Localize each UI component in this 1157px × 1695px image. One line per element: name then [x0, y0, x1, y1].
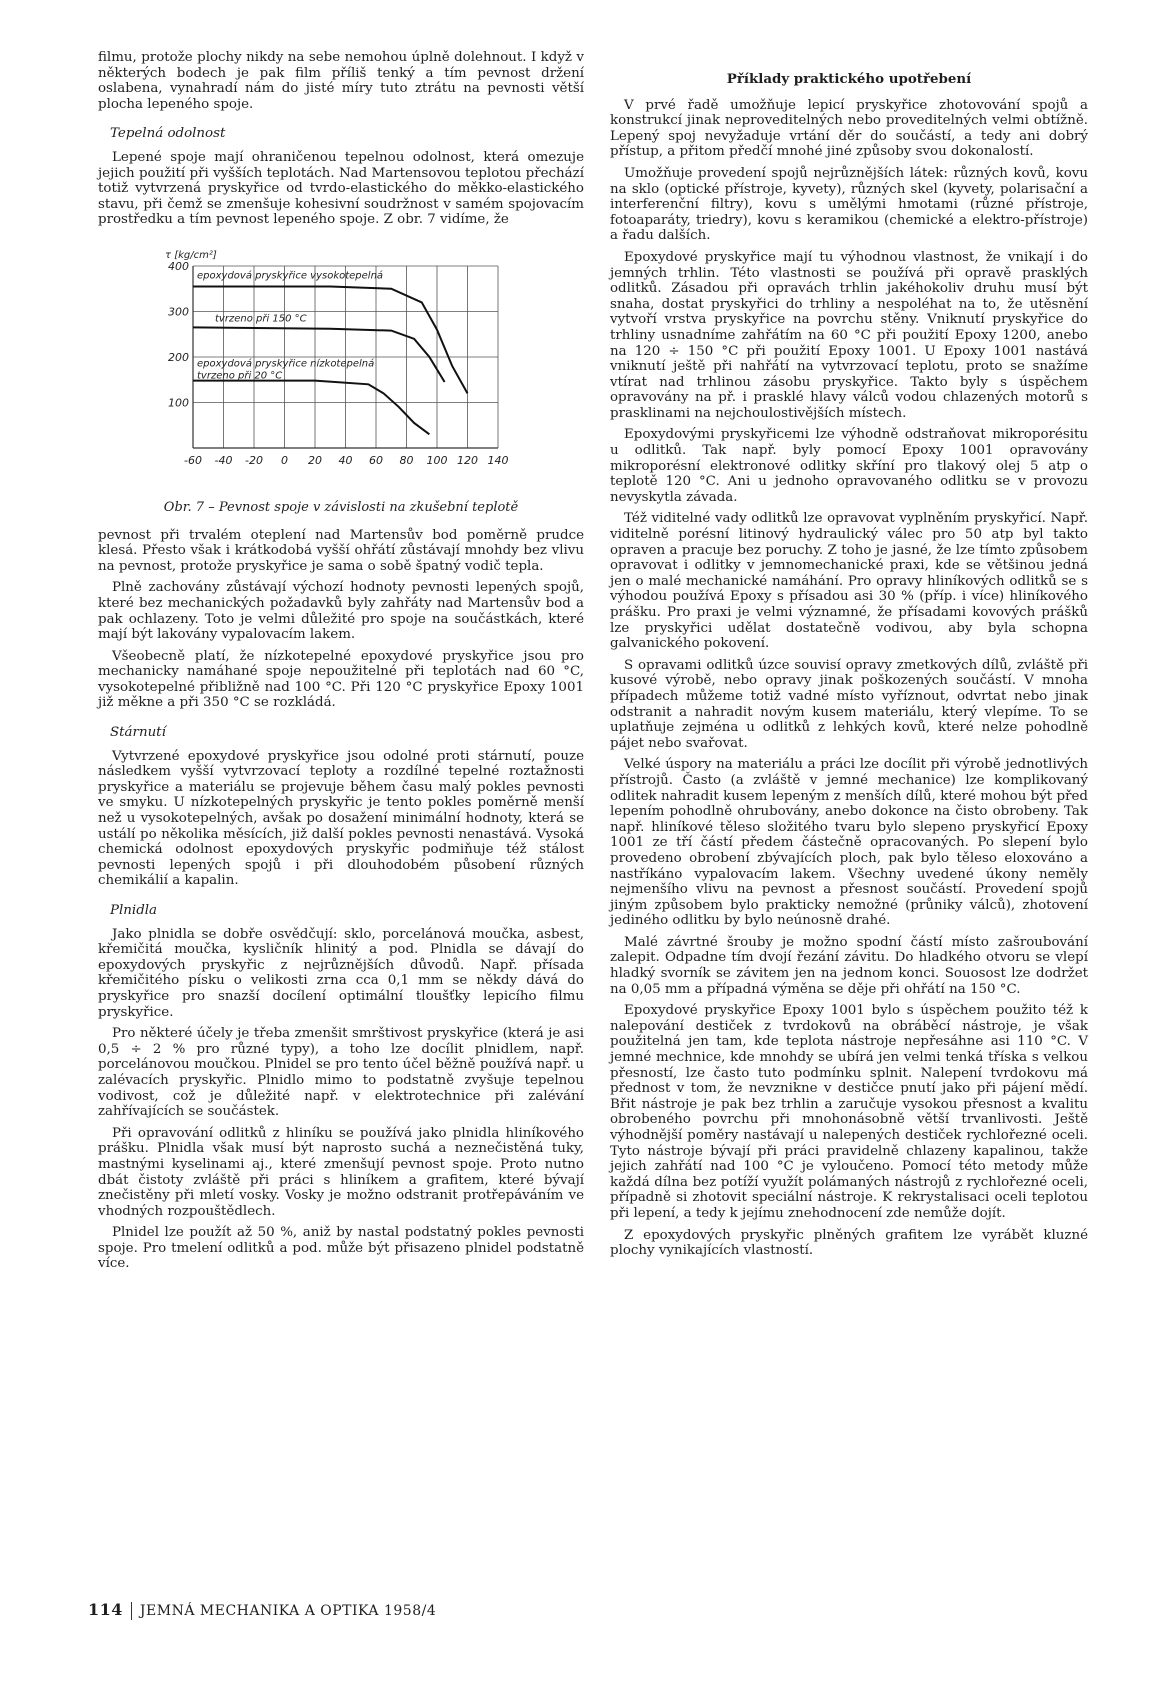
paragraph: Též viditelné vady odlitků lze opravovat vyplněním pryskyřicí. Např. viditelně porésní litinový hydraulický válec pro 50 atp byl takto opraven a pracuje bez poruchy. Z toho je jasné, že lze tímto způsobem opravovat i odlitky v jemnomechanické praxi, kde se většinou jedná jen o malé mechanické namáhání. Pro opravy hliníkových odlitků se s výhodou používá Epoxy s přísadou asi 30 % (příp. i více) hliníkového prášku. Pro praxi je velmi významné, že přísadami kovových prášků lze pryskyřici udělat dostatečně vodivou, aby byla schopna galvanického pokovení.: [610, 511, 1088, 652]
x-tick-label: 120: [457, 453, 478, 467]
paragraph: Umožňuje provedení spojů nejrůznějších látek: různých kovů, kovu na sklo (optické přístroje, kyvety), různých skel (kyvety, polarisační a interferenční filtry), kovu s umělými hmotami (různé přístroje, fotoaparáty, triedry), kovu s keramikou (chemické a elektro-přístroje) a řadu dalších.: [610, 165, 1088, 244]
x-tick-label: 140: [487, 453, 509, 467]
footer-divider: [131, 1602, 132, 1620]
paragraph: Pro některé účely je třeba zmenšit smrštivost pryskyřice (která je asi 0,5 ÷ 2 % pro různé typy), a toho lze docílit plnidlem, např. porcelánovou moučkou. Plnidel se pro tento účel běžně používá např. u zalévacích pryskyřic. Plnidlo mimo to podstatně zvyšuje tepelnou vodivost, což je důležité např. v elektrotechnice při zalévání zahřívajících se součástek.: [98, 1026, 584, 1120]
x-tick-label: 80: [399, 453, 414, 467]
strength-temperature-chart: [98, 236, 584, 494]
y-tick-label: 300: [168, 305, 189, 319]
x-tick-label: 0: [281, 453, 288, 467]
y-axis-label: τ [kg/cm²]: [165, 249, 217, 261]
right-column: [610, 50, 1088, 1265]
paragraph: Epoxydové pryskyřice mají tu výhodnou vlastnost, že vnikají i do jemných trhlin. Této vlastnosti se používá při opravě prasklých odlitků. Zásadou při opravách trhlin jakéhokoliv druhu musí být snaha, dostat pryskyřici do trhliny a nespoléhat na to, že utěsnění vytvoří vrstva pryskyřice na povrchu stěny. Vniknutí pryskyřice do trhliny usnadníme zahřátím na 60 °C při použití Epoxy 1200, anebo na 120 ÷ 150 °C při použití Epoxy 1001. U Epoxy 1001 nastává vniknutí ještě při nahřátí na vytvrzovací teplotu, proto se snažíme vtírat nad trhlinou zásobu pryskyřice. Takto byly s úspěchem opravovány na př. i prasklé hlavy válců vodou chlazených motorů s prasklinami na nejchoulostivějších místech.: [610, 249, 1088, 421]
paragraph: pevnost při trvalém oteplení nad Martensův bod poměrně prudce klesá. Přesto však i krátkodobá vyšší ohřátí zůstávají mnohdy bez vlivu na pevnost, protože pryskyřice je sama o sobě špatný vodič tepla.: [98, 527, 584, 574]
journal-title: JEMNÁ MECHANIKA A OPTIKA 1958/4: [139, 1603, 437, 1619]
paragraph: Epoxydovými pryskyřicemi lze výhodně odstraňovat mikroporésitu u odlitků. Tak např. byly pomocí Epoxy 1001 opravovány mikroporésní elektronové odlitky skříní pro tlakový olej 5 atp o teplotě 120 °C. Ani u jednoho opravovaného odlitku se v provozu nevyskytla závada.: [610, 427, 1088, 505]
section-heading-starnuti: Stárnutí: [110, 725, 166, 741]
x-tick-label: -40: [214, 453, 233, 467]
series-label: epoxydová pryskyřice vysokotepelná: [197, 270, 384, 282]
y-tick-label: 100: [168, 396, 189, 410]
paragraph: Epoxydové pryskyřice Epoxy 1001 bylo s úspěchem použito též k nalepování destiček z tvrdokovů na obráběcí nástroje, je však použitelná jen tam, kde teplota nástroje nepřesáhne asi 110 °C. V jemné mechnice, kde mnohdy se ubírá jen velmi tenká tříska s velkou přesností, lze často tuto podmínku splnit. Nalepení tvrdokovu má přednost v tom, že nevznikne v destičce pnutí jako při pájení mědí. Břit nástroje je pak bez trhlin a zaručuje vysokou přesnost a kvalitu obrobeného povrchu při mnohonásobně větší trvanlivosti. Ještě výhodnější poměry nastávají u nalepených destiček rychlořezné oceli. Tyto nástroje bývají při práci pravidelně chlazeny kapalinou, takže jejich zahřátí nad 100 °C je vyloučeno. Pomocí této metody může každá dílna bez potíží využít polámaných nástrojů z rychlořezné oceli, případně si zhotovit speciální nástroje. K rekrystalisaci oceli teplotou při lepení, a tedy k jejímu znehodnocení zde nemůže dojít.: [610, 1003, 1088, 1221]
paragraph: Vytvrzené epoxydové pryskyřice jsou odolné proti stárnutí, pouze následkem vyšší vytvrzovací teploty a rozdílné tepelné roztažnosti pryskyřice a materiálu se projevuje během času malý pokles pevnosti ve smyku. U nízkotepelných pryskyřic je tento pokles poměrně menší než u vysokotepelných, avšak po dosažení minimální hodnoty, která se ustálí po několika měsících, již další pokles pevnosti nenastává. Vysoká chemická odolnost epoxydových pryskyřic podmiňuje též stálost pevnosti lepených spojů i při dlouhodobém působení různých chemikálií a kapalin.: [98, 748, 584, 889]
figure-7: [98, 236, 584, 494]
paragraph: Plnidel lze použít až 50 %, aniž by nastal podstatný pokles pevnosti spoje. Pro tmelení odlitků a pod. může být přisazeno plnidel podstatně více.: [98, 1225, 584, 1272]
section-heading-priklady: Příklady praktického upotřebení: [726, 71, 972, 87]
left-column: [98, 50, 584, 1278]
section-heading-tepelna: Tepelná odolnost: [110, 126, 226, 142]
page-number: 114: [88, 1600, 123, 1619]
series-line: [193, 381, 429, 435]
series-label: tvrzeno při 150 °C: [215, 313, 307, 325]
paragraph: Všeobecně platí, že nízkotepelné epoxydové pryskyřice jsou pro mechanicky namáhané spoje nepoužitelné při teplotách nad 60 °C, vysokotepelné přibližně nad 100 °C. Při 120 °C pryskyřice Epoxy 1001 již měkne a při 350 °C se rozkládá.: [98, 648, 584, 711]
x-tick-label: 20: [308, 453, 322, 467]
series-label-secondary: tvrzeno při 20 °C: [197, 370, 283, 382]
paragraph: Velké úspory na materiálu a práci lze docílit při výrobě jednotlivých přístrojů. Často (a zvláště v jemné mechanice) lze komplikovaný odlitek nahradit kusem lepeným z menších dílů, které mohou být před lepením pohodlně ohrubovány, anebo dokonce na čisto obrobeny. Tak např. hliníkové těleso složitého tvaru bylo slepeno pryskyřicí Epoxy 1001 ze tří částí předem částečně opracovaných. Po slepení bylo provedeno obrobení zbývajících ploch, pak bylo těleso eloxováno a nastříkáno vypalovacím lakem. Všechny uvedené úkony neměly nejmenšího vlivu na pevnost a přesnost součástí. Provedení spojů jiným způsobem bylo prakticky nemožné (průniky válců), zhotovení jediného odlitku by bylo neúnosně drahé.: [610, 757, 1088, 929]
paragraph: Při opravování odlitků z hliníku se používá jako plnidla hliníkového prášku. Plnidla však musí být naprosto suchá a neznečistěná tuky, mastnými kyselinami aj., které zmenšují pevnost spoje. Proto nutno dbát čistoty zvláště při práci s hliníkem a grafitem, které bývají znečistěny při mletí vosky. Vosky je možno odstranit protřepáváním ve vhodných rozpouštědlech.: [98, 1125, 584, 1219]
x-tick-label: 100: [426, 453, 448, 467]
x-tick-label: -60: [184, 453, 202, 467]
x-tick-label: 40: [338, 453, 353, 467]
section-heading-plnidla: Plnidla: [110, 903, 158, 918]
paragraph: Plně zachovány zůstávají výchozí hodnoty pevnosti lepených spojů, které bez mechanických požadavků byly zahřáty nad Martensův bod a pak ochlazeny. Toto je velmi důležité pro spoje na součástkách, které mají být lakovány vypalovacím lakem.: [98, 580, 584, 643]
paragraph: Z epoxydových pryskyřic plněných grafitem lze vyrábět kluzné plochy vynikajících vlastností.: [610, 1227, 1088, 1259]
series-label: epoxydová pryskyřice nízkotepelná: [197, 358, 375, 370]
figure-caption: Obr. 7 – Pevnost spoje v závislosti na zkušební teplotě: [163, 499, 519, 515]
page-footer: [88, 1600, 436, 1620]
paragraph: filmu, protože plochy nikdy na sebe nemohou úplně dolehnout. I když v některých bodech je pak film příliš tenký a tím pevnost držení oslabena, vynahradí nám do jisté míry tuto ztrátu na pevnosti větší plocha lepeného spoje.: [98, 50, 584, 112]
x-tick-label: 60: [369, 453, 383, 467]
y-tick-label: 400: [168, 259, 189, 273]
paragraph: Malé závrtné šrouby je možno spodní částí místo zašroubování zalepit. Odpadne tím dvojí řezání závitu. Do hladkého otvoru se vlepí hladký svorník se závitem jen na jednom konci. Souosost lze dodržet na 0,05 mm a případná výměna se děje při ohřátí na 150 °C.: [610, 934, 1088, 997]
paragraph: Jako plnidla se dobře osvědčují: sklo, porcelánová moučka, asbest, křemičitá moučka, kysličník hlinitý a pod. Plnidla se dávají do epoxydových pryskyřic z nejrůznějších důvodů. Např. přísada křemičitého písku o velikosti zrna cca 0,1 mm se někdy dává do pryskyřice pro snazší docílení optimální tloušťky lepicího filmu pryskyřice.: [98, 926, 584, 1020]
paragraph: S opravami odlitků úzce souvisí opravy zmetkových dílů, zvláště při kusové výrobě, nebo opravy jinak poškozených součástí. V mnoha případech můžeme totiž vadné místo vyříznout, odvrtat nebo jinak odstranit a nahradit novým kusem materiálu, který vlepíme. To se uplatňuje zejména u odlitků z lehkých kovů, které nelze pohodlně pájet nebo svařovat.: [610, 657, 1088, 751]
paragraph: Lepené spoje mají ohraničenou tepelnou odolnost, která omezuje jejich použití při vyšších teplotách. Nad Martensovou teplotou přechází totiž vytvrzená pryskyřice od tvrdo-elastického do měkko-elastického stavu, při čemž se zmenšuje kohesivní soudržnost v samém spojovacím prostředku a tím pevnost lepeného spoje. Z obr. 7 vidíme, že: [98, 149, 584, 228]
y-tick-label: 200: [168, 350, 189, 364]
x-tick-label: -20: [245, 453, 263, 467]
paragraph: V prvé řadě umožňuje lepicí pryskyřice zhotovování spojů a konstrukcí jinak neproveditelných nebo proveditelných velmi obtížně. Lepený spoj nevyžaduje vrtání děr do součástí, a tedy ani dobrý přístup, a přitom předčí mnohé jiné způsoby svou dokonalostí.: [610, 97, 1088, 160]
